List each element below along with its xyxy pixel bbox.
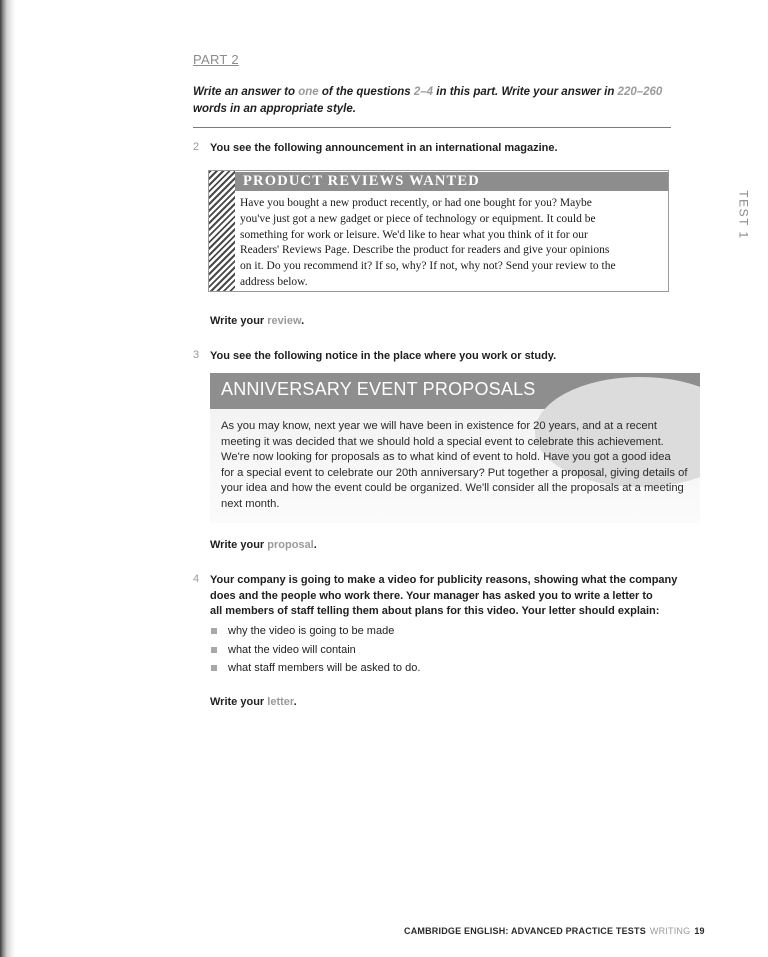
list-item <box>210 641 420 660</box>
product-reviews-title: PRODUCT REVIEWS WANTED <box>243 173 480 189</box>
task-type: review <box>267 315 302 327</box>
product-reviews-header <box>235 172 668 191</box>
page-number: 19 <box>694 926 705 936</box>
task-type: proposal <box>267 539 314 551</box>
list-item-text: what staff members will be asked to do. <box>228 662 421 674</box>
divider <box>193 127 671 128</box>
instructions-word-count: 220–260 <box>617 86 663 98</box>
page-footer <box>404 926 705 936</box>
question-4-bullet-list <box>210 622 420 678</box>
question-2-text: You see the following announcement in an international magazine. <box>210 142 558 154</box>
test-side-tab <box>737 190 751 240</box>
question-line: does and the people who work there. Your manager has asked you to write a letter to <box>210 589 653 602</box>
question-3-number: 3 <box>193 349 200 361</box>
question-4-task <box>210 696 297 708</box>
task-prefix: Write your <box>210 696 268 708</box>
box-line: next month. <box>221 497 280 510</box>
question-2-task <box>210 315 304 327</box>
section-name: WRITING <box>649 926 691 936</box>
box-line: your idea and how the event could be organized. We'll consider all the proposals at a meeting <box>221 482 684 495</box>
question-4-number: 4 <box>193 573 200 585</box>
box-line: As you may know, next year we will have been in existence for 20 years, and at a recent <box>221 420 657 432</box>
product-reviews-box <box>208 170 669 292</box>
test-side-tab-label: TEST 1 <box>736 190 751 240</box>
product-reviews-body <box>240 196 665 291</box>
instructions-text: Write an answer to <box>193 86 299 98</box>
task-prefix: Write your <box>210 539 268 551</box>
part-title: PART 2 <box>193 52 239 67</box>
hatched-stripe <box>209 171 235 291</box>
instructions <box>193 84 673 118</box>
task-suffix: . <box>313 539 317 551</box>
box-line: for a special event to celebrate our 20th anniversary? Put together a proposal, giving details of <box>221 466 688 479</box>
box-line: something for work or leisure. We'd like to hear what you think of it for our <box>240 228 588 241</box>
task-suffix: . <box>293 696 297 708</box>
task-suffix: . <box>301 315 305 327</box>
task-type: letter <box>267 696 294 708</box>
list-item <box>210 622 420 641</box>
instructions-text: words in an appropriate style. <box>193 103 356 115</box>
question-4-text <box>210 573 690 620</box>
question-2-number: 2 <box>193 141 200 153</box>
box-line: you've just got a new gadget or piece of technology or equipment. It could be <box>240 212 596 225</box>
box-line: meeting it was decided that we should hold a special event to celebrate this achievement. <box>221 435 664 448</box>
list-item-text: what the video will contain <box>228 643 356 656</box>
box-line: Have you bought a new product recently, or had one bought for you? Maybe <box>240 197 592 209</box>
list-item-text: why the video is going to be made <box>228 625 395 637</box>
box-line: on it. Do you recommend it? If so, why? If not, why not? Send your review to the <box>240 260 616 273</box>
book-title: CAMBRIDGE ENGLISH: ADVANCED PRACTICE TESTS <box>404 926 646 936</box>
instructions-one: one <box>298 86 319 98</box>
square-bullet-icon <box>211 665 217 671</box>
anniversary-notice-body <box>221 419 693 513</box>
box-line: We're now looking for proposals as to what kind of event to hold. Have you got a good idea <box>221 451 671 464</box>
task-prefix: Write your <box>210 315 268 327</box>
box-line: address below. <box>240 275 308 288</box>
anniversary-notice-box <box>210 373 700 523</box>
question-line: all members of staff telling them about plans for this video. Your letter should explain: <box>210 605 660 617</box>
question-3-task <box>210 539 317 551</box>
instructions-question-range: 2–4 <box>413 86 434 98</box>
instructions-text: in this part. Write your answer in <box>433 86 618 98</box>
box-line: Readers' Reviews Page. Describe the product for readers and give your opinions <box>240 244 610 257</box>
list-item <box>210 659 420 678</box>
square-bullet-icon <box>211 628 217 634</box>
square-bullet-icon <box>211 647 217 653</box>
question-line: Your company is going to make a video for publicity reasons, showing what the company <box>210 574 678 586</box>
question-3-text: You see the following notice in the place where you work or study. <box>210 350 557 362</box>
instructions-text: of the questions <box>318 86 414 98</box>
anniversary-notice-title: ANNIVERSARY EVENT PROPOSALS <box>221 379 536 399</box>
